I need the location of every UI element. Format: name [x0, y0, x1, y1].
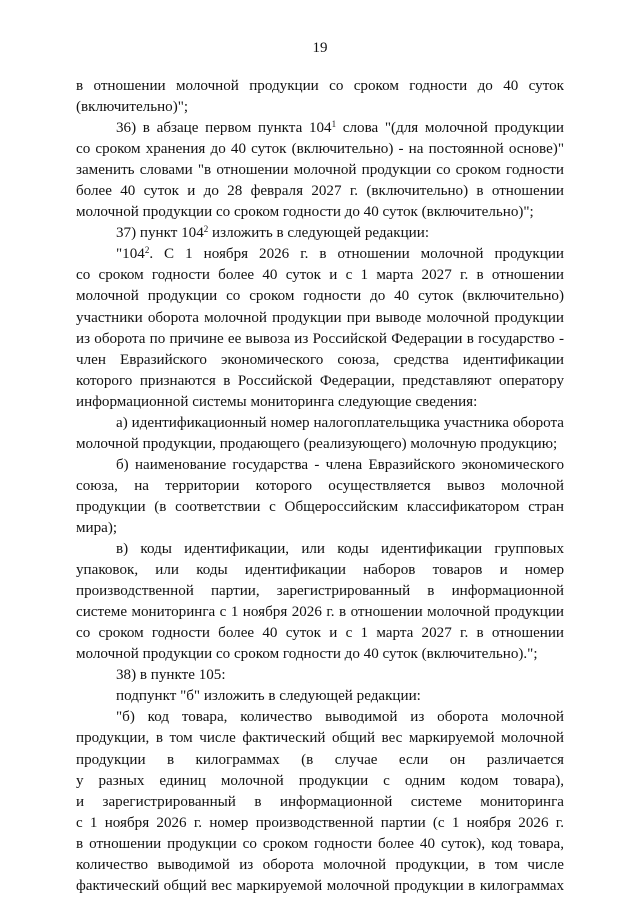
text-line: заменить словами "в отношении молочной продукции со сроком годности	[76, 162, 564, 179]
text-line: участники оборота молочной продукции при выводе молочной продукции	[76, 309, 564, 326]
text-line: со сроком годности более 40 суток и с 1 марта 2027 г. в отношении	[76, 625, 564, 642]
text-fragment: 36) в абзаце первом пункта 104	[116, 120, 332, 137]
document-body	[76, 76, 564, 897]
text-line: в) коды идентификации, или коды идентификации групповых	[116, 541, 564, 558]
text-fragment: слова "(для молочной продукции	[336, 120, 564, 137]
text-line: фактический общий вес маркируемой молочной продукции в килограммах	[76, 877, 564, 894]
text-line: член Евразийского экономического союза, средства идентификации	[76, 351, 564, 368]
text-fragment: 37) пункт 104	[116, 225, 204, 242]
text-line: из оборота по причине ее вывоза из Российской Федерации в государство -	[76, 330, 564, 347]
text-line: более 40 суток и до 28 февраля 2027 г. (включительно) в отношении	[76, 183, 564, 200]
text-line: (включительно)";	[76, 99, 189, 116]
text-line	[76, 223, 564, 244]
superscript: 2	[144, 245, 150, 256]
text-line: и зарегистрированный в информационной системе мониторинга	[76, 793, 564, 810]
text-line: продукции, в том числе фактический общий вес маркируемой молочной	[76, 730, 564, 747]
text-line: в отношении продукции со сроком годности более 40 суток), код товара,	[76, 835, 564, 852]
text-line: с 1 ноября 2026 г. номер производственной партии (с 1 ноября 2026 г.	[76, 814, 564, 831]
text-line: упаковок, или коды идентификации наборов товаров и номер	[76, 562, 564, 579]
text-line: молочной продукции со сроком годности до 40 суток (включительно).";	[76, 646, 538, 663]
text-line: системе мониторинга с 1 ноября 2026 г. в отношении молочной продукции	[76, 604, 564, 621]
text-line: продукции (в соответствии с Общероссийским классификатором стран	[76, 498, 564, 515]
text-line: которого признаются в Российской Федерации, представляют оператору	[76, 372, 564, 389]
text-line: союза, на территории которого осуществляется вывоз молочной	[76, 477, 564, 494]
text-line: молочной продукции, продающего (реализующего) молочную продукцию;	[76, 435, 558, 452]
text-line: в отношении молочной продукции со сроком годности до 40 суток	[76, 78, 564, 94]
text-line: количество выводимой из оборота молочной продукции, в том числе	[76, 856, 564, 873]
text-line: информационной системы мониторинга следующие сведения:	[76, 393, 478, 410]
text-line: а) идентификационный номер налогоплательщика участника оборота	[116, 414, 564, 431]
text-line: со сроком хранения до 40 суток (включительно) - на постоянной основе)"	[76, 141, 564, 158]
text-line: мира);	[76, 519, 118, 536]
superscript: 2	[203, 224, 209, 235]
text-fragment: изложить в следующей редакции:	[208, 225, 430, 242]
text-line: у разных единиц молочной продукции с одним кодом товара),	[76, 772, 564, 789]
text-line: со сроком годности более 40 суток и с 1 марта 2027 г. в отношении	[76, 267, 564, 284]
text-fragment: . С 1 ноября 2026 г. в отношении молочной продукции	[149, 246, 564, 263]
text-line: производственной партии, зарегистрированный в информационной	[76, 583, 564, 600]
text-fragment: "104	[116, 246, 145, 263]
text-line: "б) код товара, количество выводимой из оборота молочной	[116, 709, 564, 726]
superscript: 1	[331, 119, 337, 130]
text-line: б) наименование государства - члена Евразийского экономического	[116, 456, 564, 473]
text-line: молочной продукции со сроком годности до 40 суток (включительно)	[76, 288, 564, 305]
page-number: 19	[312, 40, 328, 56]
text-line	[76, 118, 564, 139]
text-line: подпункт "б" изложить в следующей редакции:	[116, 688, 421, 705]
text-line: молочной продукции со сроком годности до 40 суток (включительно)";	[76, 204, 534, 221]
text-line: 38) в пункте 105:	[116, 667, 226, 684]
text-line: продукции в килограммах (в случае если он различается	[76, 751, 564, 768]
text-line	[76, 244, 564, 265]
